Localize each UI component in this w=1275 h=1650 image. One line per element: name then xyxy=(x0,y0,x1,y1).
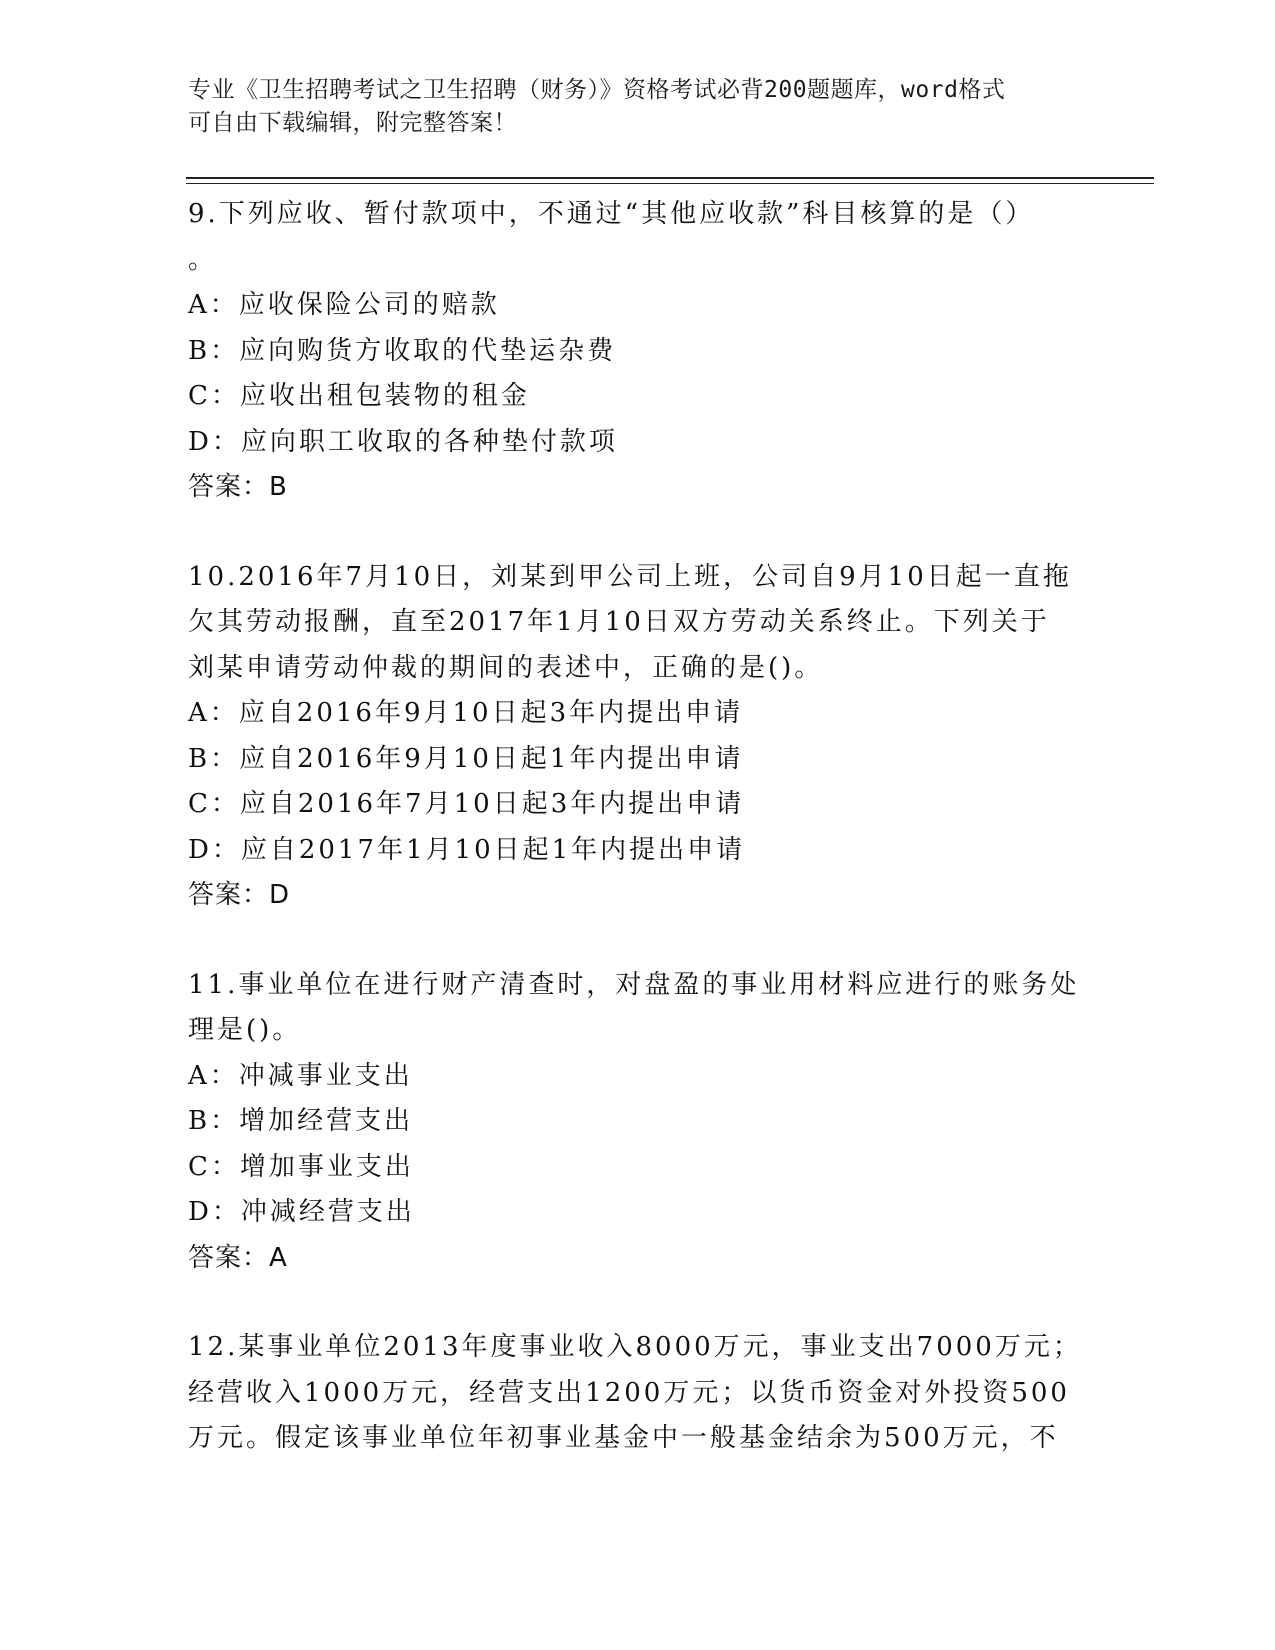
option-c: C：应收出租包装物的租金 xyxy=(188,381,530,411)
option-d: D：应向职工收取的各种垫付款项 xyxy=(188,426,618,457)
answer-label: 答案：B xyxy=(188,472,288,502)
option-b: B：增加经营支出 xyxy=(188,1106,414,1136)
option-a: A：应自2016年9月10日起3年内提出申请 xyxy=(188,698,744,728)
option-a: A：冲减事业支出 xyxy=(188,1060,413,1091)
question-11 xyxy=(188,963,1108,1282)
option-d: D：冲减经营支出 xyxy=(188,1197,415,1227)
header-divider-thick xyxy=(186,177,1154,179)
question-9 xyxy=(188,192,1108,511)
question-list xyxy=(188,192,1108,1462)
option-b: B：应向购货方收取的代垫运杂费 xyxy=(188,335,617,366)
question-text-line: 10.2016年7月10日，刘某到甲公司上班，公司自9月10日起一直拖 xyxy=(188,561,1072,592)
header-divider-thin xyxy=(186,183,1154,184)
option-a: A：应收保险公司的赔款 xyxy=(188,290,500,320)
option-d: D：应自2017年1月10日起1年内提出申请 xyxy=(188,834,746,865)
option-b: B：应自2016年9月10日起1年内提出申请 xyxy=(188,743,744,774)
question-text-line: 万元。假定该事业单位年初事业基金中一般基金结余为500万元，不 xyxy=(188,1423,1059,1453)
question-text-line: 刘某申请劳动仲裁的期间的表述中，正确的是()。 xyxy=(188,652,824,683)
header-line-1: 专业《卫生招聘考试之卫生招聘（财务）》资格考试必背200题题库，word格式 xyxy=(188,77,1006,103)
question-spacer xyxy=(188,511,1108,555)
question-spacer xyxy=(188,1281,1108,1325)
answer-label: 答案：A xyxy=(188,1242,288,1273)
question-text-line: 9.下列应收、暂付款项中，不通过“其他应收款”科目核算的是（） xyxy=(188,199,1035,229)
question-text-line: 11.事业单位在进行财产清查时，对盘盈的事业用材料应进行的账务处 xyxy=(188,969,1080,1000)
option-c: C：增加事业支出 xyxy=(188,1151,414,1182)
header-line-2: 可自由下载编辑，附完整答案！ xyxy=(188,110,517,136)
question-text-line: 欠其劳动报酬，直至2017年1月10日双方劳动关系终止。下列关于 xyxy=(188,607,1050,637)
question-10 xyxy=(188,555,1108,919)
question-text-line: 。 xyxy=(188,244,218,275)
question-text-line: 12.某事业单位2013年度事业收入8000万元，事业支出7000万元； xyxy=(188,1332,1082,1362)
question-spacer xyxy=(188,919,1108,963)
option-c: C：应自2016年7月10日起3年内提出申请 xyxy=(188,789,745,819)
question-12 xyxy=(188,1325,1108,1462)
question-text-line: 理是()。 xyxy=(188,1015,302,1045)
answer-label: 答案：D xyxy=(188,880,291,910)
question-text-line: 经营收入1000万元，经营支出1200万元；以货币资金对外投资500 xyxy=(188,1377,1070,1408)
document-header xyxy=(188,74,1108,140)
